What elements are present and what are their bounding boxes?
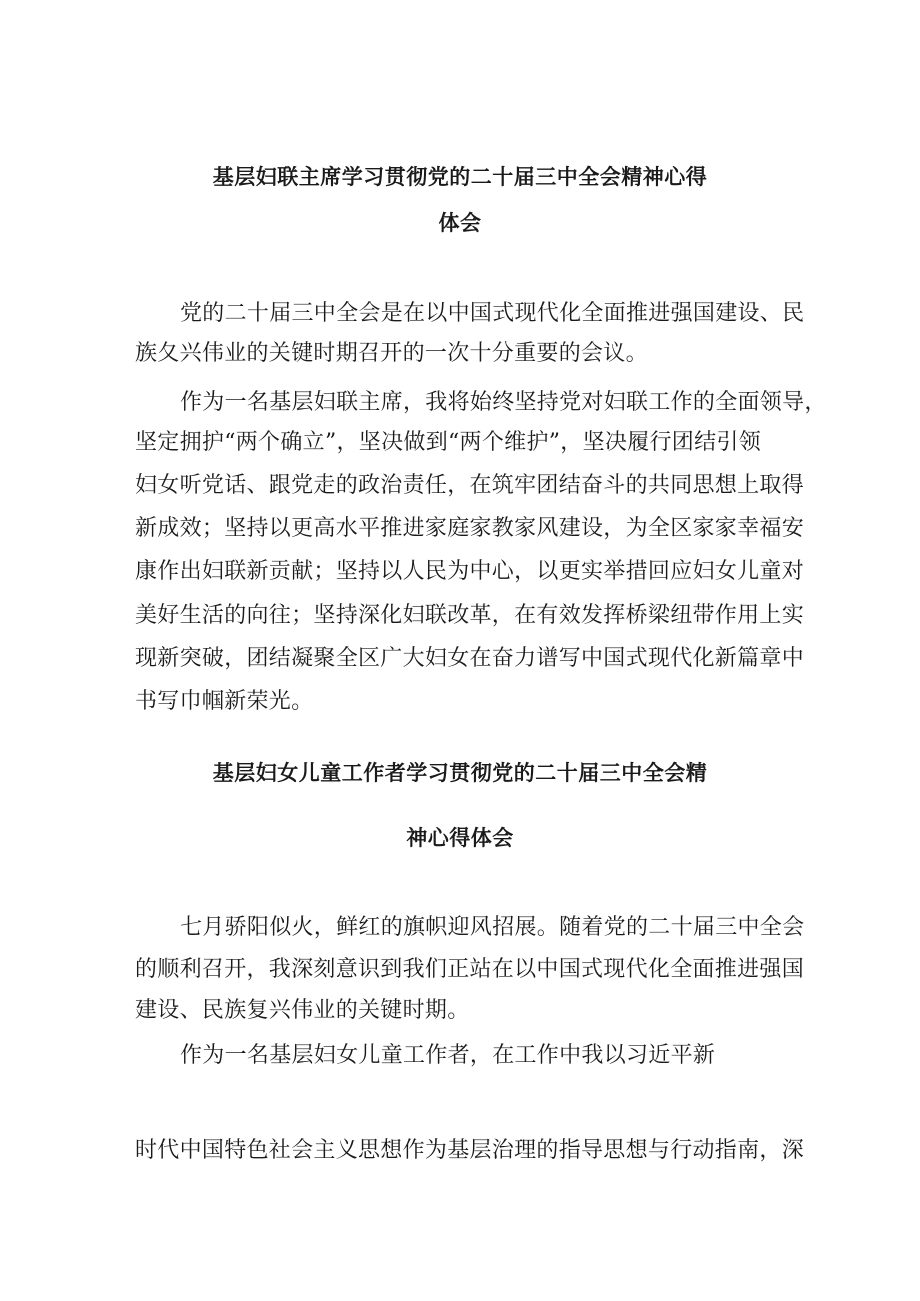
section1-paragraph2-line: 美好生活的向往；坚持深化妇联改革，在有效发挥桥梁纽带作用上实 xyxy=(135,603,805,628)
section1-paragraph2-line: 书写巾帼新荣光。 xyxy=(135,689,314,714)
section1-paragraph2-line: 妇女听党话、跟党走的政治责任，在筑牢团结奋斗的共同思想上取得 xyxy=(135,473,805,498)
section2-title-line-2: 神心得体会 xyxy=(406,826,514,850)
section1-paragraph2-line: 新成效；坚持以更高水平推进家庭家教家风建设，为全区家家幸福安 xyxy=(135,516,805,541)
section2-paragraph1-line: 建设、民族复兴伟业的关键时期。 xyxy=(135,998,470,1023)
section1-title-line-1: 基层妇联主席学习贯彻党的二十届三中全会精神心得 xyxy=(212,165,708,189)
section1-paragraph2-line: 康作出妇联新贡献；坚持以人民为中心，以更实举措回应妇女儿童对 xyxy=(135,559,805,584)
section2-paragraph3-line: 时代中国特色社会主义思想作为基层治理的指导思想与行动指南，深 xyxy=(135,1138,805,1163)
section1-paragraph1-line: 族夂兴伟业的关键时期召开的一次十分重要的会议。 xyxy=(135,341,648,366)
section1-paragraph2-line: 坚定拥护“两个确立”，坚决做到“两个维护”，坚决履行团结引领 xyxy=(135,430,761,455)
section2-paragraph1-line: 七月骄阳似火，鲜红的旗帜迎风招展。随着党的二十届三中全会 xyxy=(180,915,805,940)
section1-paragraph2-line: 现新突破，团结凝聚全区广大妇女在奋力谱写中国式现代化新篇章中 xyxy=(135,646,805,671)
section2-paragraph2-line: 作为一名基层妇女儿童工作者，在工作中我以习近平新 xyxy=(180,1043,716,1068)
section1-paragraph1-line: 党的二十届三中全会是在以中国式现代化全面推进强国建设、民 xyxy=(180,301,805,326)
section2-title-line-1: 基层妇女儿童工作者学习贯彻党的二十届三中全会精 xyxy=(212,761,708,785)
section1-title-line-2: 体会 xyxy=(438,211,482,235)
section2-paragraph1-line: 的顺利召开，我深刻意识到我们正站在以中国式现代化全面推进强国 xyxy=(135,957,805,982)
section1-paragraph2-line: 作为一名基层妇联主席，我将始终坚持党对妇联工作的全面领导， xyxy=(180,390,827,415)
